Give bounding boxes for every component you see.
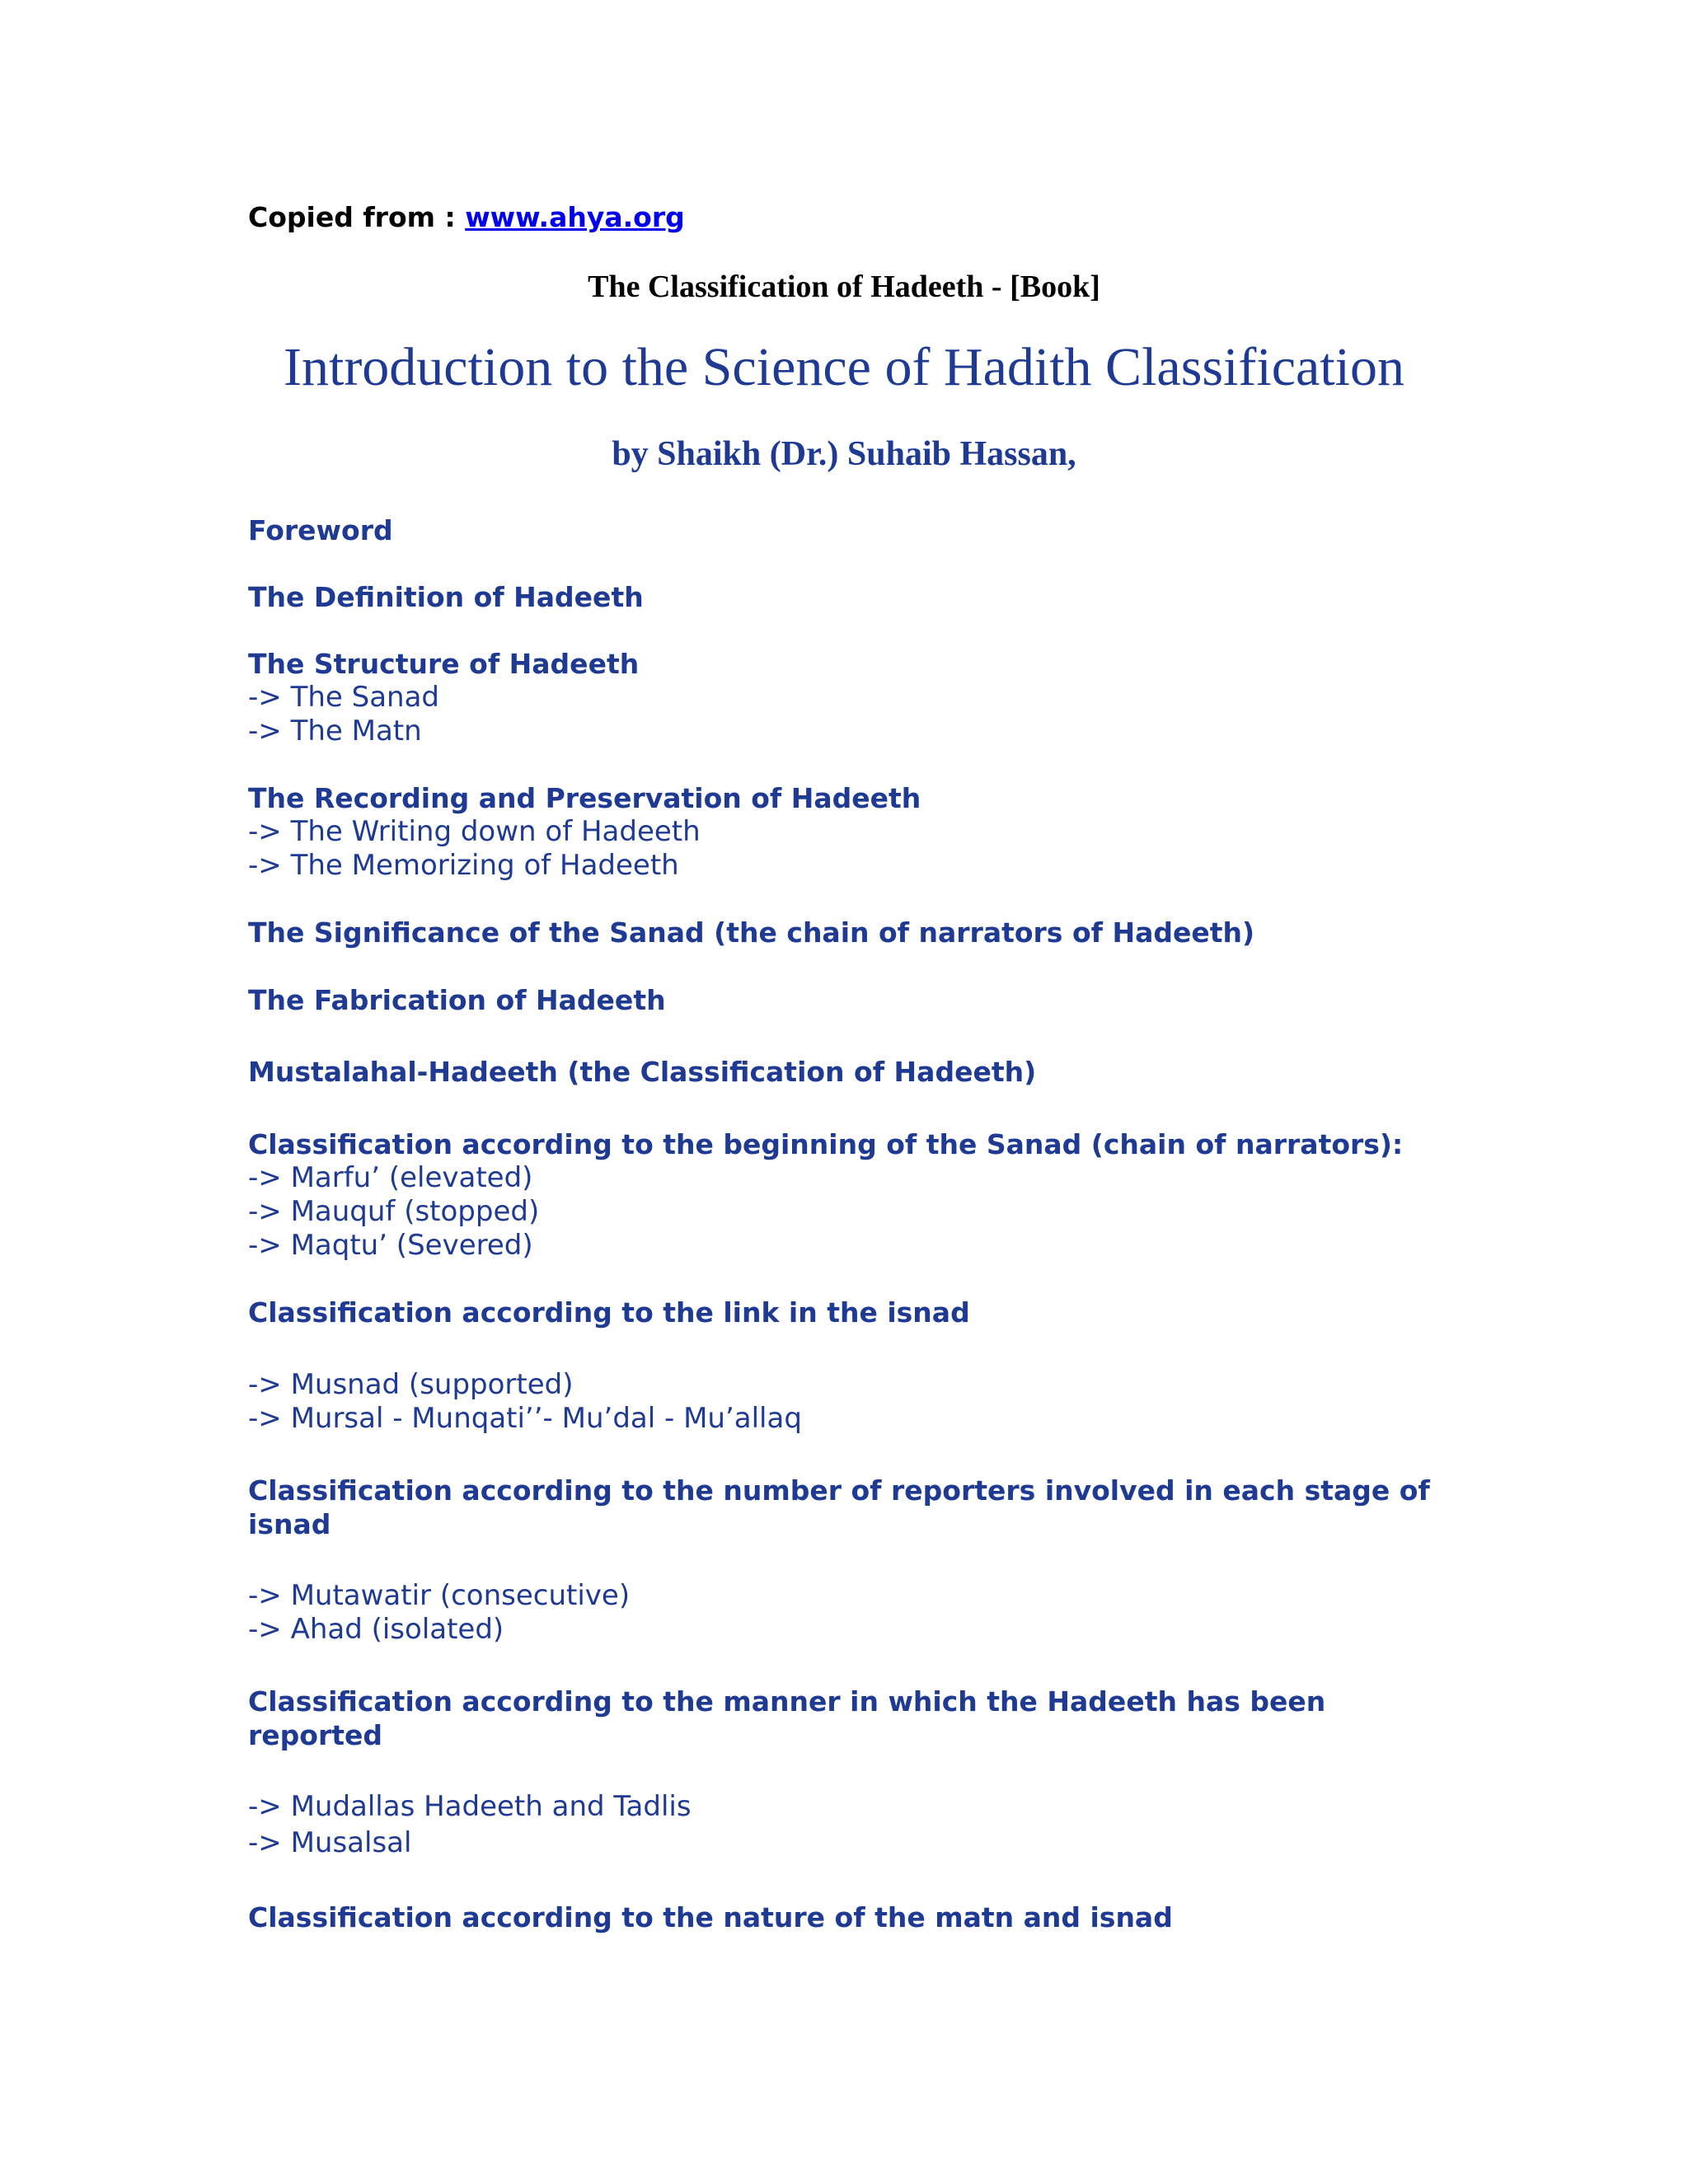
toc-heading-structure[interactable]: The Structure of Hadeeth <box>248 648 640 680</box>
toc-heading-definition[interactable]: The Definition of Hadeeth <box>248 581 644 613</box>
toc-item-mauquf[interactable]: -> Mauquf (stopped) <box>248 1195 540 1228</box>
toc-heading-beginning[interactable]: Classification according to the beginning of the Sanad (chain of narrators): <box>248 1128 1404 1160</box>
toc-item-sanad[interactable]: -> The Sanad <box>248 681 439 714</box>
toc-item-ahad[interactable]: -> Ahad (isolated) <box>248 1613 504 1646</box>
toc-item-memorizing[interactable]: -> The Memorizing of Hadeeth <box>248 849 679 882</box>
toc-item-marfu[interactable]: -> Marfu’ (elevated) <box>248 1161 533 1194</box>
toc-heading-significance[interactable]: The Significance of the Sanad (the chain of narrators of Hadeeth) <box>248 916 1255 949</box>
toc-item-musalsal[interactable]: -> Musalsal <box>248 1826 412 1859</box>
toc-item-musnad[interactable]: -> Musnad (supported) <box>248 1368 574 1401</box>
toc-heading-manner[interactable]: Classification according to the manner in which the Hadeeth has been reported <box>248 1685 1326 1751</box>
toc-item-mudallas[interactable]: -> Mudallas Hadeeth and Tadlis <box>248 1790 692 1823</box>
toc-heading-link[interactable]: Classification according to the link in the isnad <box>248 1296 970 1329</box>
toc-heading-fabrication[interactable]: The Fabrication of Hadeeth <box>248 984 666 1016</box>
toc-item-matn[interactable]: -> The Matn <box>248 715 422 748</box>
toc-heading-nature[interactable]: Classification according to the nature of the matn and isnad <box>248 1901 1173 1933</box>
main-title: Introduction to the Science of Hadith Classification <box>284 337 1404 397</box>
toc-item-mursal[interactable]: -> Mursal - Munqati’’- Mu’dal - Mu’allaq <box>248 1402 802 1435</box>
copied-from-line <box>248 201 685 233</box>
toc-item-maqtu[interactable]: -> Maqtu’ (Severed) <box>248 1229 533 1262</box>
source-link[interactable]: www.ahya.org <box>465 201 685 233</box>
author-line: by Shaikh (Dr.) Suhaib Hassan, <box>612 435 1076 473</box>
toc-heading-mustalah[interactable]: Mustalahal-Hadeeth (the Classification of Hadeeth) <box>248 1056 1037 1088</box>
book-title: The Classification of Hadeeth - [Book] <box>588 269 1100 304</box>
toc-item-mutawatir[interactable]: -> Mutawatir (consecutive) <box>248 1579 631 1612</box>
toc-heading-recording[interactable]: The Recording and Preservation of Hadeeth <box>248 782 921 814</box>
toc-heading-foreword[interactable]: Foreword <box>248 514 393 546</box>
toc-heading-number[interactable]: Classification according to the number of reporters involved in each stage of isnad <box>248 1474 1430 1540</box>
copied-from-label: Copied from : <box>248 201 466 233</box>
toc-item-writing[interactable]: -> The Writing down of Hadeeth <box>248 815 701 848</box>
